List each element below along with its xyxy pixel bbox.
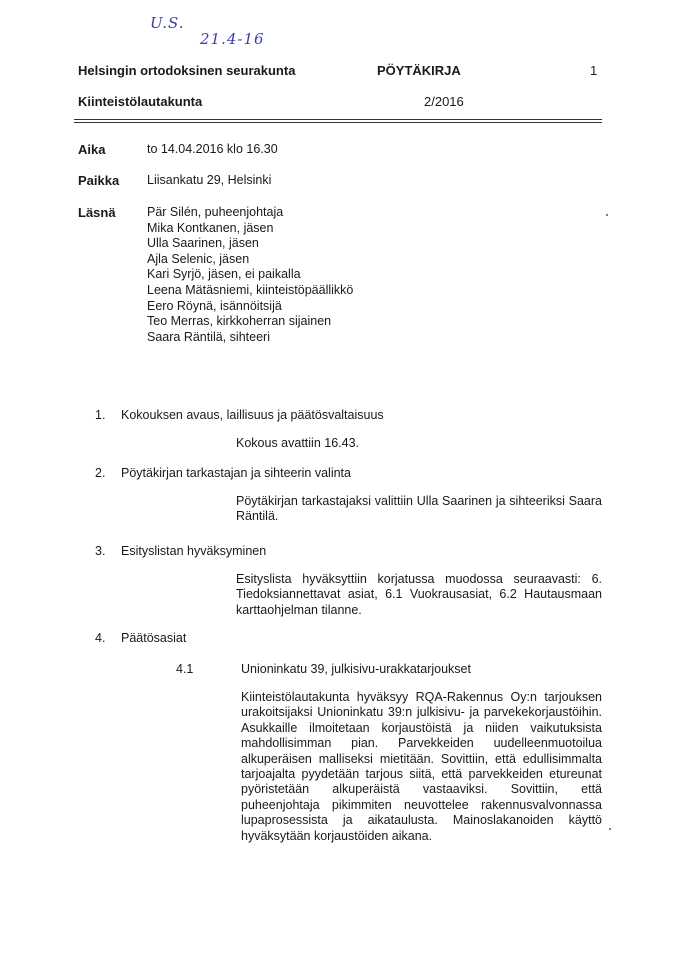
document-number: 2/2016 xyxy=(424,94,464,109)
scan-speck xyxy=(609,828,611,830)
header-rule-top xyxy=(74,119,602,120)
attendee: Mika Kontkanen, jäsen xyxy=(147,220,274,235)
page-number: 1 xyxy=(590,63,598,78)
agenda-item-number: 3. xyxy=(95,544,106,558)
place-label: Paikka xyxy=(78,173,120,188)
agenda-item-text: Esityslista hyväksyttiin korjatussa muodossa seuraavasti: 6. Tiedoksiannettavat asiat, 6.1 Vuokrausasiat, 6.2 Hautausmaan karttaohjelman tilanne. xyxy=(236,572,602,617)
organization-name: Helsingin ortodoksinen seurakunta xyxy=(78,63,296,78)
attendee: Teo Merras, kirkkoherran sijainen xyxy=(147,314,332,329)
agenda-item-4 xyxy=(95,631,186,645)
attendee: Eero Röynä, isännöitsijä xyxy=(147,298,282,313)
present-label: Läsnä xyxy=(78,205,116,220)
agenda-item-3 xyxy=(95,544,266,558)
place-value: Liisankatu 29, Helsinki xyxy=(147,173,272,187)
agenda-item-text: Pöytäkirjan tarkastajaksi valittiin Ulla Saarinen ja sihteeriksi Saara Räntilä. xyxy=(236,494,602,524)
time-value: to 14.04.2016 klo 16.30 xyxy=(147,142,278,156)
board-name: Kiinteistölautakunta xyxy=(78,94,203,109)
attendee-list xyxy=(147,205,353,345)
subitem-number: 4.1 xyxy=(176,662,194,676)
header-rule-bottom xyxy=(74,122,602,123)
agenda-item-2 xyxy=(95,466,351,480)
handwritten-date: 21.4-16 xyxy=(200,30,265,48)
scan-speck xyxy=(606,214,608,216)
attendee: Pär Silén, puheenjohtaja xyxy=(147,205,284,219)
agenda-item-text: Kokous avattiin 16.43. xyxy=(236,436,359,450)
agenda-item-title: Pöytäkirjan tarkastajan ja sihteerin valinta xyxy=(121,466,351,480)
agenda-item-number: 1. xyxy=(95,408,106,422)
attendee: Ulla Saarinen, jäsen xyxy=(147,236,259,251)
handwritten-initials-line1: U.S. xyxy=(150,14,185,32)
agenda-item-number: 2. xyxy=(95,466,106,480)
handwritten-initials xyxy=(150,14,265,48)
agenda-item-title: Päätösasiat xyxy=(121,631,187,645)
subitem-title: Unioninkatu 39, julkisivu-urakkatarjoukset xyxy=(241,662,471,676)
agenda-item-title: Esityslistan hyväksyminen xyxy=(121,544,267,558)
agenda-item-title: Kokouksen avaus, laillisuus ja päätösvaltaisuus xyxy=(121,408,384,422)
attendee: Saara Räntilä, sihteeri xyxy=(147,329,270,344)
subitem-text: Kiinteistölautakunta hyväksyy RQA-Rakennus Oy:n tarjouksen urakoitsijaksi Unioninkatu 39:n julkisivu- ja parvekekorjaustöihin. Asukkaille ilmoitetaan korjaustöistä ja niiden vaikutuksista mahdollisimman pian. Parvekkeiden uudelleenmuotoilua alkuperäisen malliseksi mietitään. Sovittiin, että edullisimmalta tarjoajalta pyydetään tarjous siitä, että parvekkeiden etureunat pyöristetään alkuperäistä vastaaviksi. Sovittiin, että puheenjohtaja pikimmiten neuvottelee rakennusvalvonnassa lupaprosessista ja aikataulusta. Mainoslakanoiden käyttö hyväksytään korjaustöiden aikana. xyxy=(241,690,602,843)
agenda-item-number: 4. xyxy=(95,631,106,645)
time-label: Aika xyxy=(78,142,106,157)
agenda-item-1 xyxy=(95,408,384,422)
attendee: Ajla Selenic, jäsen xyxy=(147,251,250,266)
attendee: Leena Mätäsniemi, kiinteistöpäällikkö xyxy=(147,282,354,297)
document-type: PÖYTÄKIRJA xyxy=(377,63,461,78)
attendee: Kari Syrjö, jäsen, ei paikalla xyxy=(147,267,301,282)
